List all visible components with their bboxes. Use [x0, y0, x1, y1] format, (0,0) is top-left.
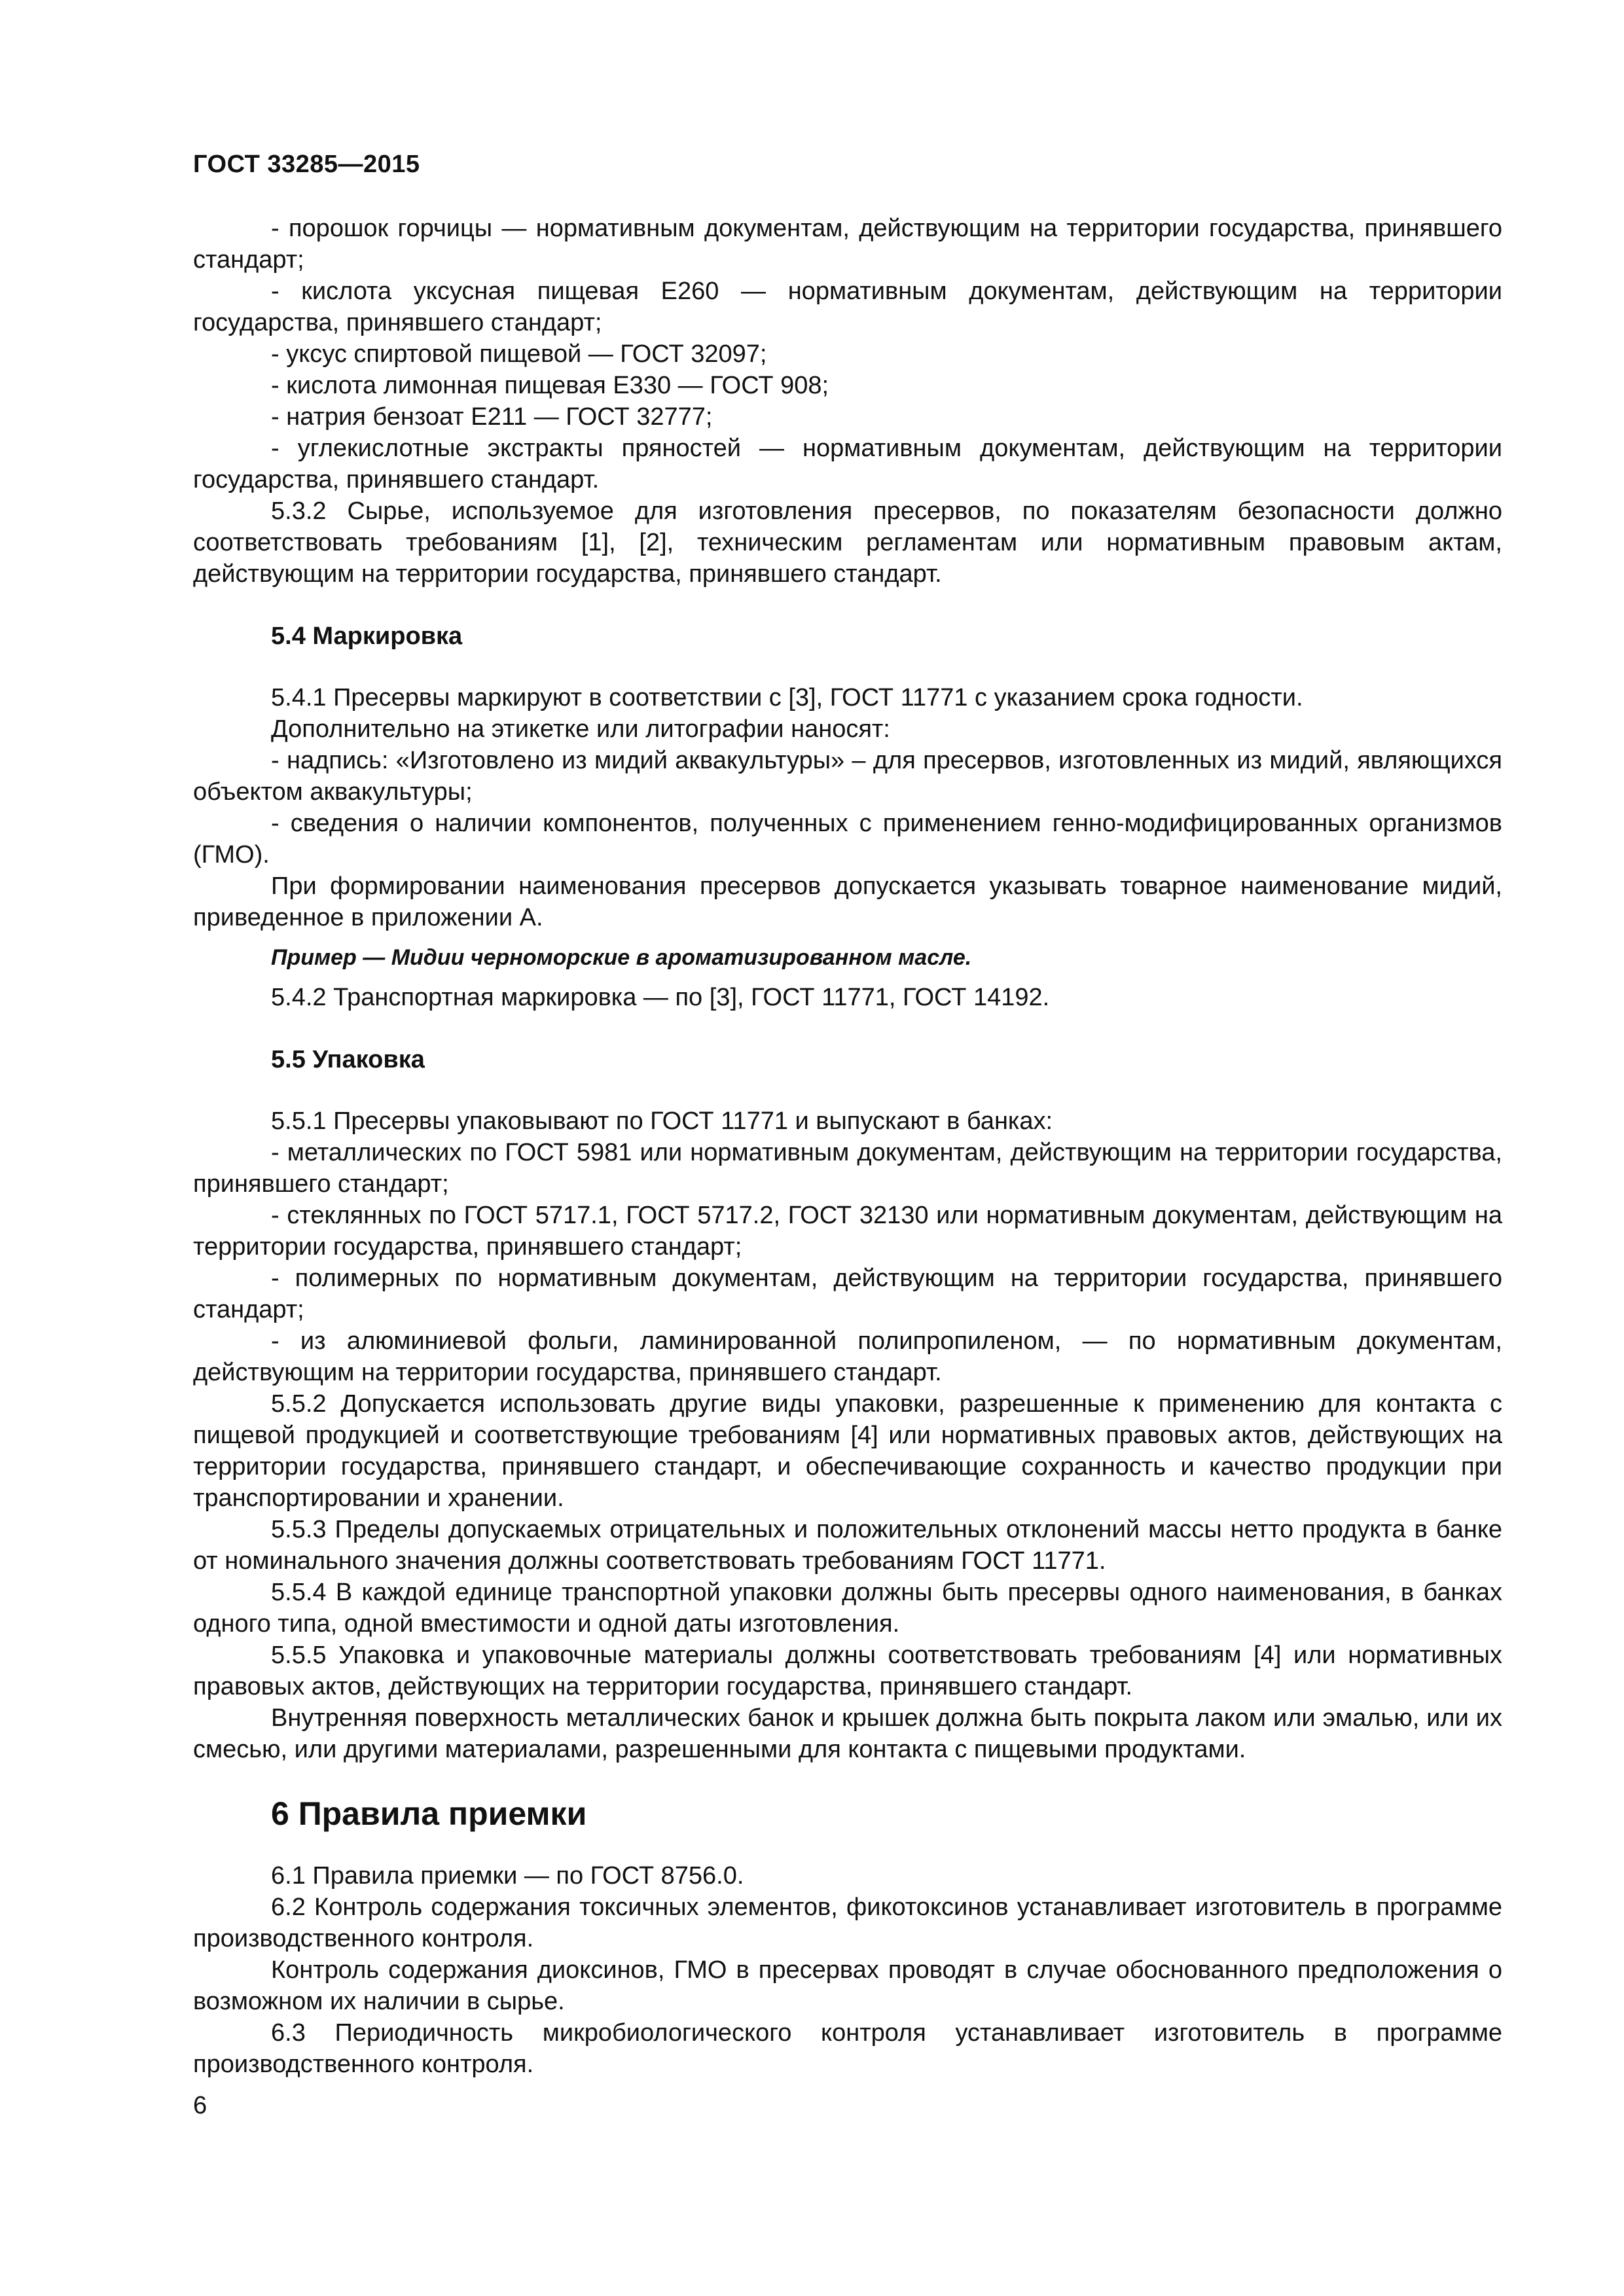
paragraph: - порошок горчицы — нормативным документам, действующим на территории государства, принявшего стандарт; [193, 215, 1502, 274]
paragraph: - сведения о наличии компонентов, полученных с применением генно-модифицированных организмов (ГМО). [193, 810, 1502, 869]
paragraph: Дополнительно на этикетке или литографии наносят: [271, 715, 890, 743]
paragraph: - углекислотные экстракты пряностей — нормативным документам, действующим на территории государства, принявшего стандарт. [193, 435, 1502, 493]
paragraph: 6.1 Правила приемки — по ГОСТ 8756.0. [271, 1862, 744, 1890]
paragraph: - кислота уксусная пищевая Е260 — нормативным документам, действующим на территории государства, принявшего стандарт; [193, 278, 1502, 336]
chapter-heading-acceptance: 6 Правила приемки [271, 1795, 587, 1832]
section-acceptance [193, 1860, 1502, 2080]
document-page [193, 151, 1502, 2120]
paragraph: - кислота лимонная пищевая Е330 — ГОСТ 908; [271, 372, 829, 399]
paragraph: - полимерных по нормативным документам, действующим на территории государства, принявшего стандарт; [193, 1265, 1502, 1323]
paragraph: 5.5.3 Пределы допускаемых отрицательных и положительных отклонений массы нетто продукта в банке от номинального значения должны соответствовать требованиям ГОСТ 11771. [193, 1516, 1502, 1575]
section-packaging [193, 1105, 1502, 1765]
paragraph: - металлических по ГОСТ 5981 или нормативным документам, действующим на территории государства, принявшего стандарт; [193, 1139, 1502, 1198]
paragraph: 5.5.2 Допускается использовать другие виды упаковки, разрешенные к применению для контакта с пищевой продукцией и соответствующие требованиям [4] или нормативных правовых актов, действующих на территории государства, принявшего стандарт, и обеспечивающие сохранность и качество продукции при транспортировании и хранении. [193, 1390, 1502, 1512]
paragraph: Контроль содержания диоксинов, ГМО в пресервах проводят в случае обоснованного предположения о возможном их наличии в сырье. [193, 1956, 1502, 2015]
page-number: 6 [193, 2092, 208, 2119]
paragraph: - уксус спиртовой пищевой — ГОСТ 32097; [271, 340, 767, 368]
document-header: ГОСТ 33285—2015 [193, 151, 420, 178]
paragraph: При формировании наименования пресервов допускается указывать товарное наименование мидий, приведенное в приложении А. [193, 872, 1502, 931]
section-heading-packaging: 5.5 Упаковка [271, 1046, 425, 1073]
paragraph: - натрия бензоат Е211 — ГОСТ 32777; [271, 403, 713, 431]
section-heading-marking: 5.4 Маркировка [271, 622, 463, 650]
example-note: Пример — Мидии черноморские в ароматизированном масле. [271, 945, 972, 970]
paragraph: 6.3 Периодичность микробиологического контроля устанавливает изготовитель в программе производственного контроля. [193, 2019, 1502, 2078]
paragraph: 6.2 Контроль содержания токсичных элементов, фикотоксинов устанавливает изготовитель в программе производственного контроля. [193, 1893, 1502, 1952]
paragraph: 5.5.5 Упаковка и упаковочные материалы должны соответствовать требованиям [4] или нормативных правовых актов, действующих на территории государства, принявшего стандарт. [193, 1641, 1502, 1700]
paragraph: 5.5.1 Пресервы упаковывают по ГОСТ 11771 и выпускают в банках: [271, 1107, 1053, 1135]
ingredients-list [193, 213, 1502, 590]
paragraph: Внутренняя поверхность металлических банок и крышек должна быть покрыта лаком или эмалью, или их смесью, или другими материалами, разрешенными для контакта с пищевыми продуктами. [193, 1704, 1502, 1763]
section-marking [193, 682, 1502, 1013]
paragraph: - стеклянных по ГОСТ 5717.1, ГОСТ 5717.2, ГОСТ 32130 или нормативным документам, действующим на территории государства, принявшего стандарт; [193, 1202, 1502, 1261]
paragraph: 5.4.2 Транспортная маркировка — по [3], ГОСТ 11771, ГОСТ 14192. [271, 984, 1050, 1011]
paragraph: 5.4.1 Пресервы маркируют в соответствии с [3], ГОСТ 11771 с указанием срока годности. [271, 684, 1303, 711]
paragraph: 5.3.2 Сырье, используемое для изготовления пресервов, по показателям безопасности должно соответствовать требованиям [1], [2], техническим регламентам или нормативным правовым актам, действующим на территории государства, принявшего стандарт. [193, 497, 1502, 588]
paragraph: - надпись: «Изготовлено из мидий аквакультуры» – для пресервов, изготовленных из мидий, являющихся объектом аквакультуры; [193, 747, 1502, 806]
paragraph: - из алюминиевой фольги, ламинированной полипропиленом, — по нормативным документам, действующим на территории государства, принявшего стандарт. [193, 1327, 1502, 1386]
paragraph: 5.5.4 В каждой единице транспортной упаковки должны быть пресервы одного наименования, в банках одного типа, одной вместимости и одной даты изготовления. [193, 1579, 1502, 1638]
